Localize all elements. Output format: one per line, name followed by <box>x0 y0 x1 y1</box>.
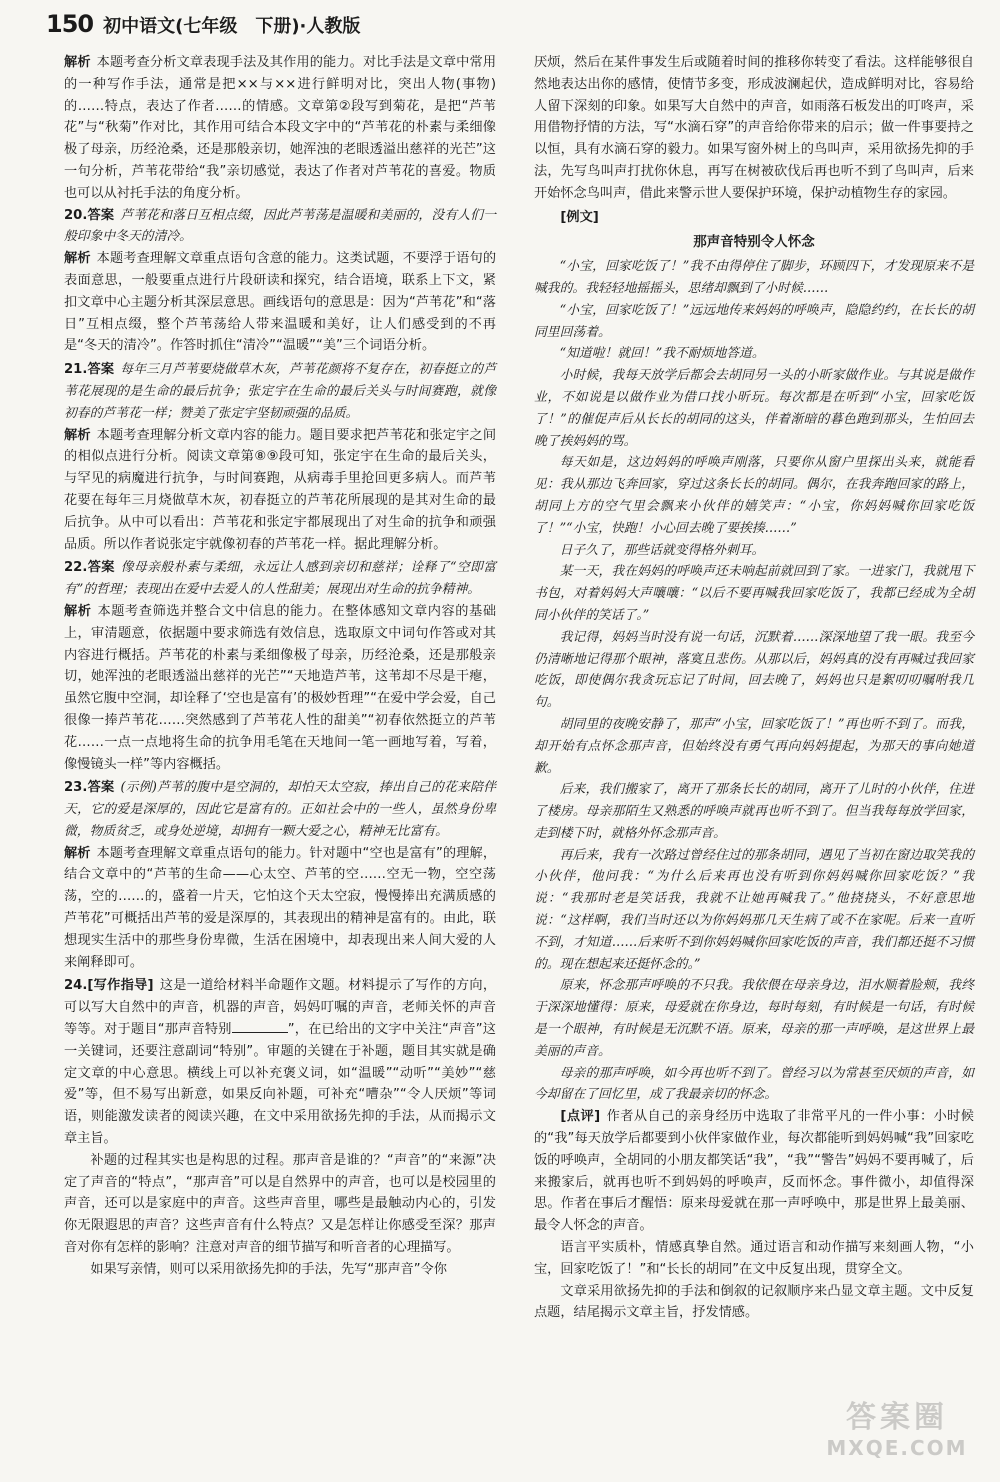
question-number: 20. <box>64 207 88 223</box>
essay-paragraph: “知道啦！就回！”我不耐烦地答道。 <box>559 346 765 362</box>
right-column <box>534 52 974 1324</box>
left-column <box>64 52 496 1283</box>
page-number: 150 <box>46 10 94 38</box>
essay-paragraph: 日子久了，那些话就变得格外刺耳。 <box>559 542 765 558</box>
question-number: 23. <box>64 780 88 796</box>
essay-paragraph: 小时候，我每天放学后都会去胡同另一头的小昕家做作业。与其说是做作业，不如说是以做作业为借口找小昕玩。每次都是在听到“小宝，回家吃饭了！”的催促声后从长长的胡同的这头，伴着渐暗的暮色跑到那头，生怕回去晚了挨妈妈的骂。 <box>534 368 974 449</box>
question-number: 22. <box>64 560 88 576</box>
essay-paragraph: 原来，怀念那声呼唤的不只我。我依偎在母亲身边，泪水顺着脸颊，我终于深深地懂得：原来，母爱就在你身边，每时每刻，有时候是一句话，有时候是一个眼神，有时候是无沉默不语。原来，母亲的那一声呼唤，是这世界上最美丽的声音。 <box>534 978 974 1059</box>
question-number: 21. <box>64 362 88 378</box>
essay-paragraph: 我记得，妈妈当时没有说一句话，沉默着……深深地望了我一眼。我至今仍清晰地记得那个眼神，落寞且悲伤。从那以后，妈妈真的没有再喊过我回家吃饭，即使偶尔我贪玩忘记了时间，回去晚了，妈妈也只是絮叨叨嘱咐我几句。 <box>534 629 974 711</box>
writing-guide-continued: 厌烦，然后在某件事发生后或随着时间的推移你转变了看法。这样能够很自然地表达出你的感情，使情节多变，形成波澜起伏，造成鲜明对比，容易给人留下深刻的印象。如果写大自然中的声音，如雨落石板发出的叮咚声，采用借物抒情的方法，写“水滴石穿”的声音给你带来的启示；做一件事要持之以恒，具有水滴石穿的毅力。如果写窗外树上的鸟叫声，采用欲扬先抑的手法，先写鸟叫声打扰你休息，再写在树被砍伐后再也听不到了鸟叫声，后来开始怀念鸟叫声，借此来警示世人要保护环境，保护动植物生存的家园。 <box>534 55 974 201</box>
question-number: 24. <box>64 978 88 994</box>
answer-tag: 答案 <box>87 560 115 576</box>
essay-paragraph: “小宝，回家吃饭了！”我不由得停住了脚步，环顾四下，才发现原来不是喊我的。我轻轻地摇摇头，思绪却飘到了小时候…… <box>534 259 974 296</box>
essay-title: 那声音特别令人怀念 <box>693 234 815 251</box>
comment-paragraph: 语言平实质朴，情感真挚自然。通过语言和动作描写来刻画人物，“小宝，回家吃饭了！”和“长长的胡同”在文中反复出现，贯穿全文。 <box>534 1240 974 1277</box>
essay-body <box>534 256 974 1106</box>
writing-guide-text-cont: ”，在已给出的文字中关注“声音”这一关键词，还要注意副词“特别”。审题的关键在于补题，题目其实就是确定文章的中心意思。横线上可以补充褒义词，如“温暖”“动听”“美妙”“慈爱”等，但不易写出新意，如果反向补题，可补充“嘈杂”“令人厌烦”等词语，则能激发读者的阅读兴趣，在文中采用欲扬先抑的手法，从而揭示文章主旨。 <box>64 1022 496 1147</box>
watermark-text: 答案圈 <box>846 1400 948 1435</box>
example-essay-label: [例文] <box>560 209 599 225</box>
question-21 <box>64 359 496 555</box>
question-20 <box>64 205 496 358</box>
answer-tag: 答案 <box>87 780 115 796</box>
essay-paragraph: 胡同里的夜晚安静了，那声“小宝，回家吃饭了！”再也听不到了。而我，却开始有点怀念那声音，但始终没有勇气再向妈妈提起，为那天的事向她道歉。 <box>534 716 974 776</box>
watermark-url: MXQE.COM <box>826 1436 968 1460</box>
essay-paragraph: 每天如是，这边妈妈的呼唤声刚落，只要你从窗户里探出头来，就能看见：我从那边飞奔回家，穿过这条长长的胡同。偶尔，在我奔跑回家的路上，胡同上方的空气里会飘来小伙伴的嬉笑声：“小宝，你妈妈喊你回家吃饭了！”“小宝，快跑！小心回去晚了要挨揍……” <box>534 455 974 536</box>
answer-tag: 答案 <box>87 362 115 378</box>
analysis-tag: 解析 <box>64 55 91 70</box>
page-header <box>46 10 956 50</box>
writing-guide-tag: [写作指导] <box>87 978 154 994</box>
essay-paragraph: 母亲的那声呼唤，如今再也听不到了。曾经习以为常甚至厌烦的声音，如今却留在了回忆里，成了我最亲切的怀念。 <box>534 1065 974 1103</box>
answer-text: (示例)芦苇的腹中是空洞的，却怕天太空寂，捧出自己的花来陪伴天，它的爱是深厚的，因此它是富有的。正如社会中的一些人，虽然身份卑微，物质贫乏，或身处逆境，却拥有一颗大爱之心，精神无比富有。 <box>64 780 496 839</box>
writing-guide-para: 补题的过程其实也是构思的过程。那声音是谁的？“声音”的“来源”决定了声音的“特点”，“那声音”可以是自然界中的声音，也可以是校园里的声音，还可以是家庭中的声音。这些声音里，哪些是最触动内心的，引发你无限遐思的声音？这些声音有什么特点？又是怎样让你感受至深？那声音对你有怎样的影响？注意对声音的细节描写和听音者的心理描写。 <box>64 1152 496 1256</box>
intro-analysis <box>64 52 496 205</box>
analysis-text: 本题考查筛选并整合文中信息的能力。在整体感知文章内容的基础上，审清题意，依据题中要求筛选有效信息，选取原文中词句作答或对其内容进行概括。芦苇花的朴素与柔细像极了母亲，历经沧桑，还是那般亲切，她浑浊的老眼透溢出慈祥的光芒”“天地造芦苇，这苇却不尽是干瘪，虽然它腹中空洞，却诠释了‘空也是富有’的极妙哲理”“在爱中学会爱，自己很像一捧芦苇花……突然感到了芦苇花人性的甜美”“初春依然挺立的芦苇花……一点一点地将生命的抗争用毛笔在天地间一笔一画地写着，写着，像慢镜头一样”等内容概括。 <box>64 603 497 772</box>
analysis-tag: 解析 <box>64 845 91 861</box>
essay-paragraph: 某一天，我在妈妈的呼唤声还未响起前就回到了家。一进家门，我就甩下书包，对着妈妈大声嚷嚷：“以后不要再喊我回家吃饭了，我都已经成为全胡同小伙伴的笑话了。” <box>534 564 974 623</box>
comment-paragraph: 文章采用欲扬先抑的手法和倒叙的记叙顺序来凸显文章主题。文中反复点题，结尾揭示文章主旨，抒发情感。 <box>534 1283 974 1321</box>
question-23 <box>64 777 496 973</box>
comment-paragraph <box>534 1106 974 1237</box>
answer-tag: 答案 <box>87 207 115 223</box>
essay-paragraph: “小宝，回家吃饭了！”远远地传来妈妈的呼唤声，隐隐约约，在长长的胡同里回荡着。 <box>534 302 974 340</box>
question-22 <box>64 557 496 775</box>
book-title: 初中语文(七年级 下册)·人教版 <box>103 16 361 37</box>
answer-text: 像母亲般朴素与柔细，永远让人感到亲切和慈祥；诠释了“空即富有”的哲理；表现出在爱中去爱人的人性甜美；展现出对生命的抗争精神。 <box>64 560 497 598</box>
answer-text: 芦苇花和落日互相点缀，因此芦苇荡是温暖和美丽的，没有人们一般印象中冬天的清冷。 <box>64 207 497 245</box>
analysis-tag: 解析 <box>64 427 91 443</box>
analysis-text: 本题考查分析文章表现手法及其作用的能力。对比手法是文章中常用的一种写作手法，通常是把××与××进行鲜明对比，突出人物(事物)的……特点，表达了作者……的情感。文章第②段写到菊花，是把“芦苇花”与“秋菊”作对比，其作用可结合本段文字中的“芦苇花的朴素与柔细像极了母亲，历经沧桑，还是那般亲切，她浑浊的老眼透溢出慈祥的光芒”这一句分析，芦苇花带给“我”亲切感觉，表达了作者对芦苇花的喜爱。物质也可以从衬托手法的角度分析。 <box>64 55 497 201</box>
analysis-text: 本题考查理解文章重点语句含意的能力。这类试题，不要浮于语句的表面意思，一般要重点进行片段研读和探究，结合语境，联系上下文，紧扣文章中心主题分析其深层意思。画线语句的意思是：因为“芦苇花”和“落日”互相点缀，整个芦苇荡给人带来温暖和美好，让人们感受到的不再是“冬天的清冷”。作答时抓住“清冷”“温暖”“美”三个词语分析。 <box>64 251 497 354</box>
analysis-text: 本题考查理解文章重点语句的能力。针对题中“空也是富有”的理解，结合文章中的“芦苇的生命——心太空、芦苇的空……空无一物，空空荡荡，空的……的，盛着一片天，它怕这个天太空寂，慢慢捧出充满质感的芦苇花”可概括出芦苇的爱是深厚的，其表现出的精神是富有的。由此，联想现实生活中的那些身份卑微，生活在困境中，却表现出来人间大爱的人来阐释即可。 <box>64 845 497 970</box>
analysis-tag: 解析 <box>64 251 91 267</box>
analysis-text: 本题考查理解分析文章内容的能力。题目要求把芦苇花和张定宇之间的相似点进行分析。阅读文章第⑧⑨段可知，张定宇在生命的最后关头，与罕见的病魔进行抗争，与时间赛跑，从病毒手里抢回更多病人。而芦苇花要在每年三月烧做草木灰，初春挺立的芦苇花所展现的是其对生命的最后抗争。从中可以看出：芦苇花和张定宇都展现出了对生命的抗争和顽强品质。所以作者说张定宇就像初春的芦苇花一样。据此理解分析。 <box>64 427 497 552</box>
fill-in-blank <box>232 1020 288 1033</box>
essay-paragraph: 再后来，我有一次路过曾经住过的那条胡同，遇见了当初在窗边取笑我的小伙伴，他问我：“为什么后来再也没有听到你妈妈喊你回家吃饭？”我说：“我那时老是笑话我，我就不让她再喊我了。”他挠挠头，不好意思地说：“这样啊，我们当时还以为你妈妈那几天生病了或不在家呢。后来一直听不到，才知道……后来听不到你妈妈喊你回家吃饭的声音，我们都还挺不习惯的。现在想起来还挺怀念的。” <box>534 847 974 972</box>
answer-text: 每年三月芦苇要烧做草木灰，芦苇花颜将不复存在，初春挺立的芦苇花展现的是生命的最后抗争；张定宇在生命的最后关头与时间赛跑，就像初春的芦苇花一样；赞美了张定宇坚韧顽强的品质。 <box>64 362 497 421</box>
analysis-tag: 解析 <box>64 603 92 619</box>
watermark-logo <box>812 1400 982 1470</box>
question-24 <box>64 975 496 1280</box>
writing-guide-text: 这是一道给材料半命题作文题。材料提示了写作的方向，可以写大自然中的声音，机器的声音，妈妈叮嘱的声音，老师关怀的声音等等。对于题目“那声音特别 <box>64 978 497 1038</box>
comment-tag: [点评] <box>560 1109 601 1125</box>
essay-paragraph: 后来，我们搬家了，离开了那条长长的胡同，离开了儿时的小伙伴，住进了楼房。母亲那陌生又熟悉的呼唤声就再也听不到了。但当我每每放学回家，走到楼下时，就格外怀念那声音。 <box>534 782 974 841</box>
writing-guide-para: 如果写亲情，则可以采用欲扬先抑的手法，先写“那声音”令你 <box>90 1261 447 1277</box>
comment-text: 作者从自己的亲身经历中选取了非常平凡的一件小事：小时候的“我”每天放学后都要到小伙伴家做作业，每次都能听到妈妈喊“我”回家吃饭的呼唤声，全胡同的小朋友都笑话“我”，“我”“警告”妈妈不要再喊了，后来搬家后，就再也听不到妈妈的呼唤声，反而怀念。事件微小，却值得深思。作者在事后才醒悟：原来母爱就在那一声呼唤中，那是世界上最美丽、最令人怀念的声音。 <box>534 1109 974 1234</box>
